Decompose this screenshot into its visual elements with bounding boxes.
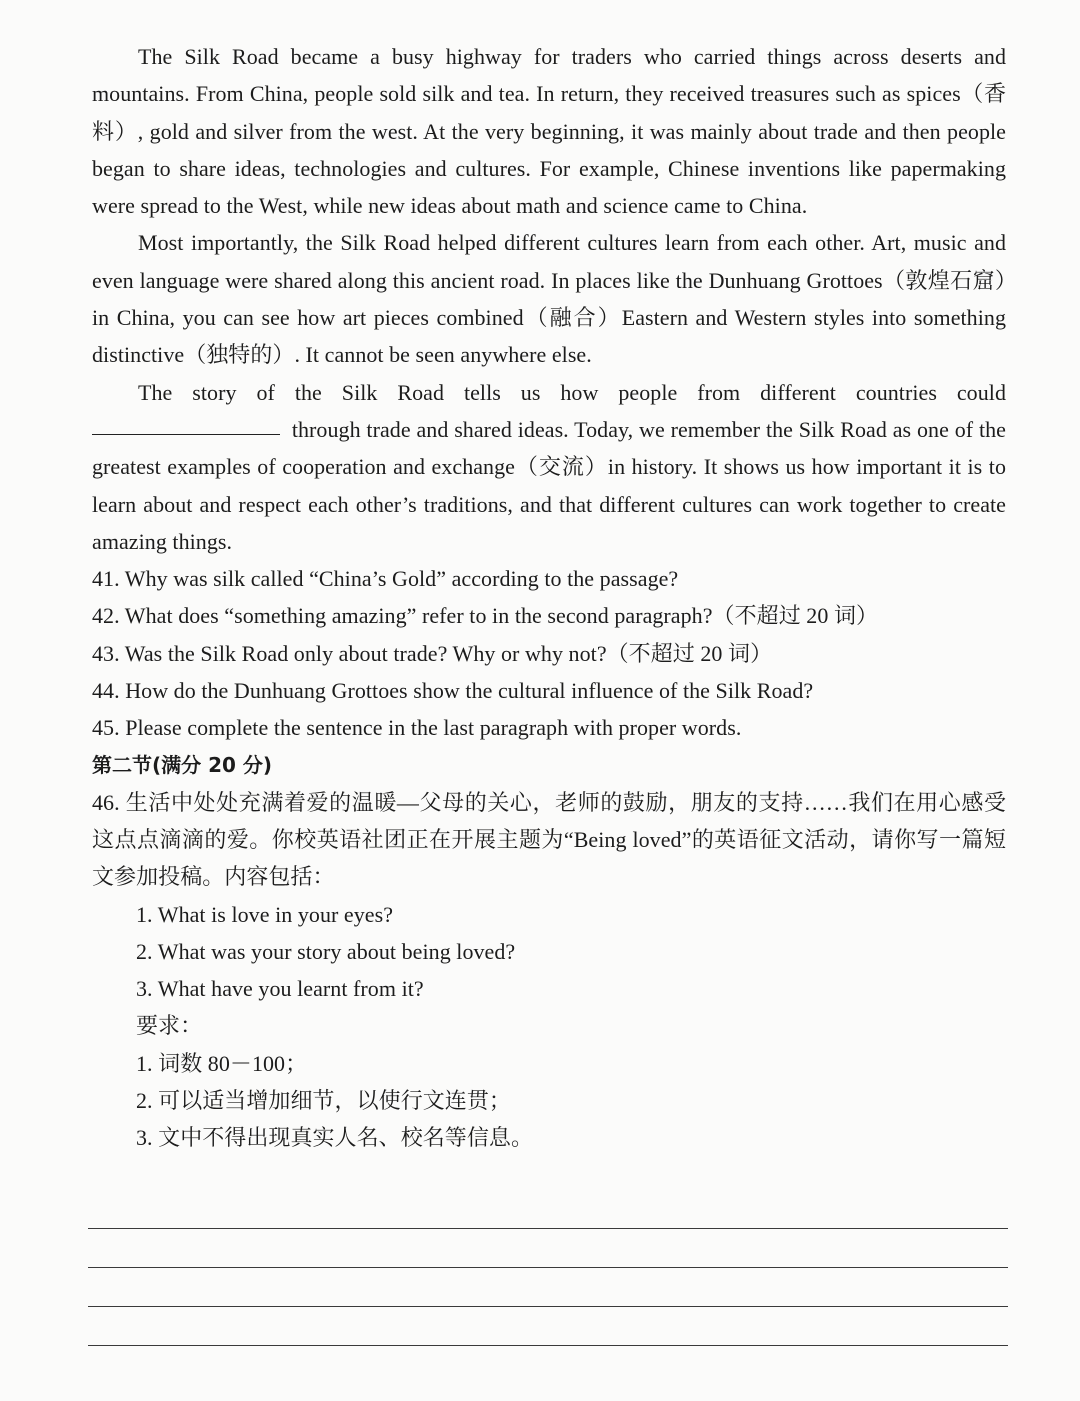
question-44: 44. How do the Dunhuang Grottoes show the cultural influence of the Silk Road? — [92, 678, 814, 704]
requirement-2: 2. 可以适当增加细节，以使行文连贯； — [136, 1088, 511, 1114]
writing-task-prompt: 46. 生活中处处充满着爱的温暖—父母的关心，老师的鼓励，朋友的支持……我们在用心感受这点点滴滴的爱。你校英语社团正在开展主题为“Being loved”的英语征文活动，请你写一篇短文参加投稿。内容包括： — [92, 789, 1006, 890]
exam-content — [92, 38, 1006, 1157]
question-41: 41. Why was silk called “China’s Gold” according to the passage? — [92, 566, 679, 592]
paragraph-3-end: through trade and shared ideas. Today, we remember the Silk Road as one of the greatest examples of cooperation and exchange（交流）in history. It shows us how important it is to learn about and respect each other’s traditions, and that different cultures can work together to create amazing things. — [92, 416, 1006, 554]
questions-list — [92, 560, 1006, 746]
passage-paragraph-2: Most importantly, the Silk Road helped different cultures learn from each other. Art, music and even language were shared along this ancient road. In places like the Dunhuang Grottoes（敦煌石窟）in China, you can see how art pieces combined（融合）Eastern and Western styles into something distinctive（独特的）. It cannot be seen anywhere else. — [92, 230, 1006, 368]
question-42: 42. What does “something amazing” refer to in the second paragraph?（不超过 20 词） — [92, 603, 879, 629]
requirements-label: 要求： — [136, 1013, 203, 1039]
paragraph-3-start: The story of the Silk Road tells us how people from different countries could — [138, 379, 1006, 405]
question-45: 45. Please complete the sentence in the last paragraph with proper words. — [92, 715, 742, 741]
requirement-1: 1. 词数 80－100； — [136, 1050, 308, 1076]
content-point-3: 3. What have you learnt from it? — [136, 976, 424, 1002]
writing-line[interactable] — [88, 1306, 1008, 1307]
writing-line[interactable] — [88, 1228, 1008, 1229]
section-two-heading: 第二节(满分 20 分) — [92, 752, 273, 777]
answer-blank[interactable] — [92, 434, 280, 435]
content-point-2: 2. What was your story about being loved? — [136, 938, 516, 964]
passage-paragraph-1: The Silk Road became a busy highway for traders who carried things across deserts and mountains. From China, people sold silk and tea. In return, they received treasures such as spices（香料）, gold and silver from the west. At the very beginning, it was mainly about trade and then people began to share ideas, technologies and cultures. For example, Chinese inventions like papermaking were spread to the West, while new ideas about math and science came to China. — [92, 44, 1006, 219]
requirement-3: 3. 文中不得出现真实人名、校名等信息。 — [136, 1125, 534, 1151]
answer-lines[interactable] — [88, 1228, 1008, 1384]
question-43: 43. Was the Silk Road only about trade? Why or why not?（不超过 20 词） — [92, 640, 773, 666]
passage-paragraph-3 — [92, 374, 1006, 560]
content-points — [92, 896, 1006, 1008]
writing-line[interactable] — [88, 1267, 1008, 1268]
writing-line[interactable] — [88, 1345, 1008, 1346]
content-point-1: 1. What is love in your eyes? — [136, 901, 394, 927]
